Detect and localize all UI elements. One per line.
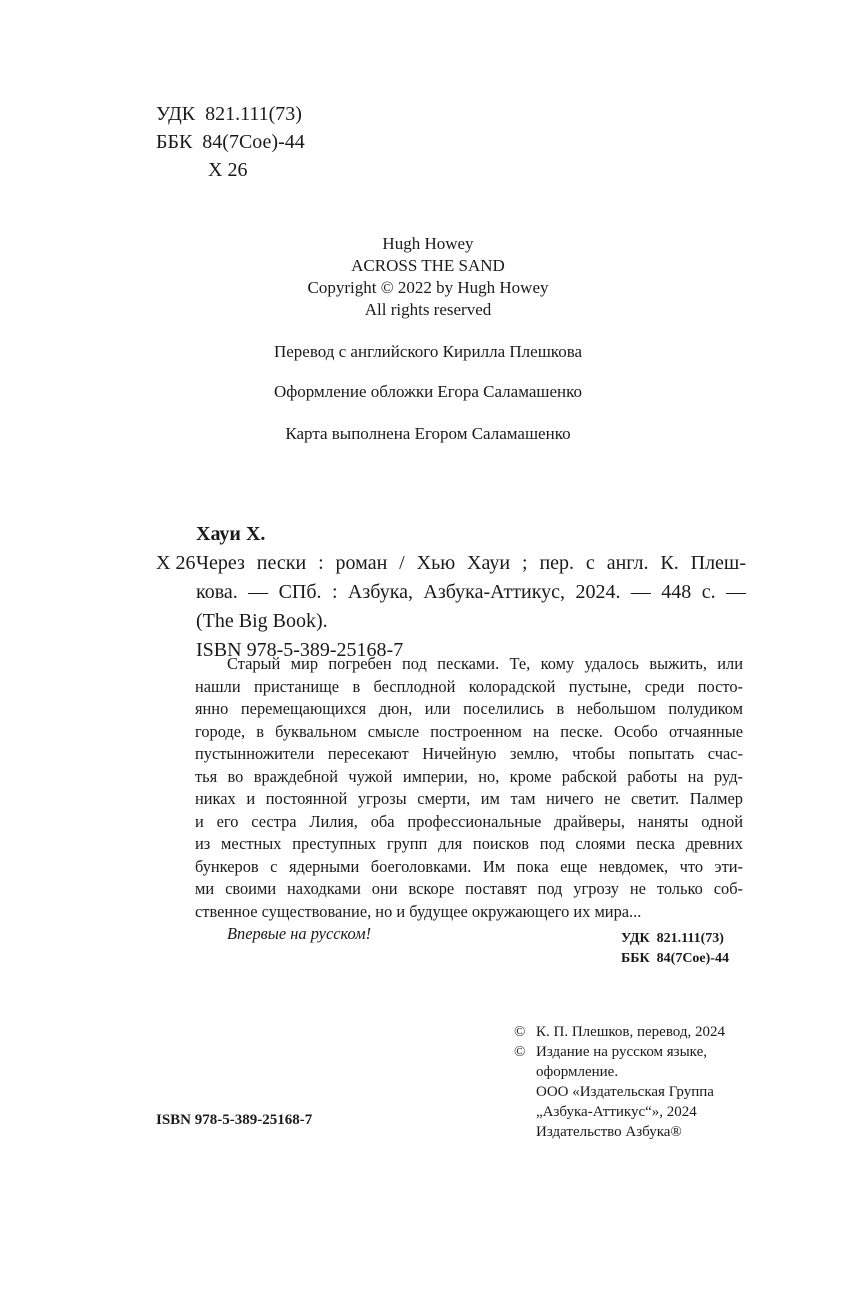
original-author: Hugh Howey	[382, 234, 474, 253]
translation-copyright: К. П. Плешков, перевод, 2024	[536, 1024, 725, 1040]
first-in-russian: Впервые на русском!	[227, 924, 372, 943]
translation-credit: Перевод с английского Кирилла Плешкова	[273, 342, 583, 361]
copyright-line: ООО «Издательская Группа	[536, 1084, 714, 1100]
rights-reserved: All rights reserved	[364, 300, 492, 319]
annotation-line: бункеров с ядерными боеголовками. Им пока еще невдомек, что эти-	[195, 856, 743, 876]
cover-credit: Оформление обложки Егора Саламашенко	[273, 382, 583, 401]
annotation-line: тья во враждебной чужой империи, но, кроме рабской работы на руд-	[195, 766, 743, 786]
catalog-description	[196, 549, 746, 665]
catalog-line: Через пески : роман / Хью Хауи ; пер. с англ. К. Плеш-	[196, 552, 746, 574]
annotation-line: ми своими находками они вскоре поставят под угрозу не только соб-	[195, 879, 743, 898]
map-credit: Карта выполнена Егором Саламашенко	[285, 424, 571, 443]
copyright-notices	[514, 1022, 725, 1142]
original-copyright: Copyright © 2022 by Hugh Howey	[307, 278, 549, 297]
annotation-line: никах и постоянной угрозы смерти, им там ничего не светит. Палмер	[195, 789, 743, 808]
annotation-line: ственное существование, но и будущее окружающего их мира...	[195, 901, 642, 921]
catalog-line: (The Big Book).	[196, 610, 328, 632]
isbn-bottom: ISBN 978-5-389-25168-7	[156, 1112, 313, 1128]
annotation-line: и его сестра Лилия, оба профессиональные драйверы, наняты одной	[195, 811, 743, 831]
annotation	[195, 653, 743, 946]
udk-code-small: УДК 821.111(73)	[621, 931, 724, 946]
bbk-code-small: ББК 84(7Сое)-44	[621, 951, 729, 966]
catalog-line: кова. — СПб. : Азбука, Азбука-Аттикус, 2024. — 448 с. —	[196, 581, 746, 603]
author-mark: Х 26	[208, 159, 248, 181]
bbk-code: ББК 84(7Сое)-44	[156, 131, 305, 153]
annotation-line: пустынножители пересекают Ничейную землю, чтобы попытать счас-	[195, 744, 743, 763]
annotation-line: Старый мир погребен под песками. Те, кому удалось выжить, или	[227, 654, 743, 673]
annotation-line: нашли пристанище в бесплодной колорадской пустыне, среди посто-	[195, 676, 743, 696]
bottom-classification-codes	[621, 929, 729, 969]
publisher-name: Издательство Азбука®	[536, 1124, 682, 1140]
annotation-line: городе, в буквальном смысле построенном на песке. Особо отчаянные	[195, 721, 743, 741]
catalog-isbn: ISBN 978-5-389-25168-7	[196, 639, 404, 661]
edition-copyright: Издание на русском языке,	[536, 1044, 707, 1060]
original-title: ACROSS THE SAND	[351, 256, 505, 275]
copyright-line: оформление.	[536, 1064, 619, 1080]
top-classification-codes	[156, 100, 305, 184]
copyright-symbol: ©	[514, 1024, 526, 1040]
copyright-line: „Азбука-Аттикус“», 2024	[536, 1104, 697, 1120]
udk-code: УДК 821.111(73)	[156, 103, 302, 125]
copyright-symbol: ©	[514, 1044, 526, 1060]
catalog-author-heading: Хауи Х.	[196, 523, 266, 545]
annotation-line: из местных преступных групп для поисков под слоями песка древних	[195, 834, 743, 853]
annotation-line: янно перемещающихся дюн, или поселились в небольшом полудиком	[195, 699, 743, 718]
catalog-author-mark: Х 26	[156, 552, 196, 574]
original-credits	[0, 233, 856, 321]
